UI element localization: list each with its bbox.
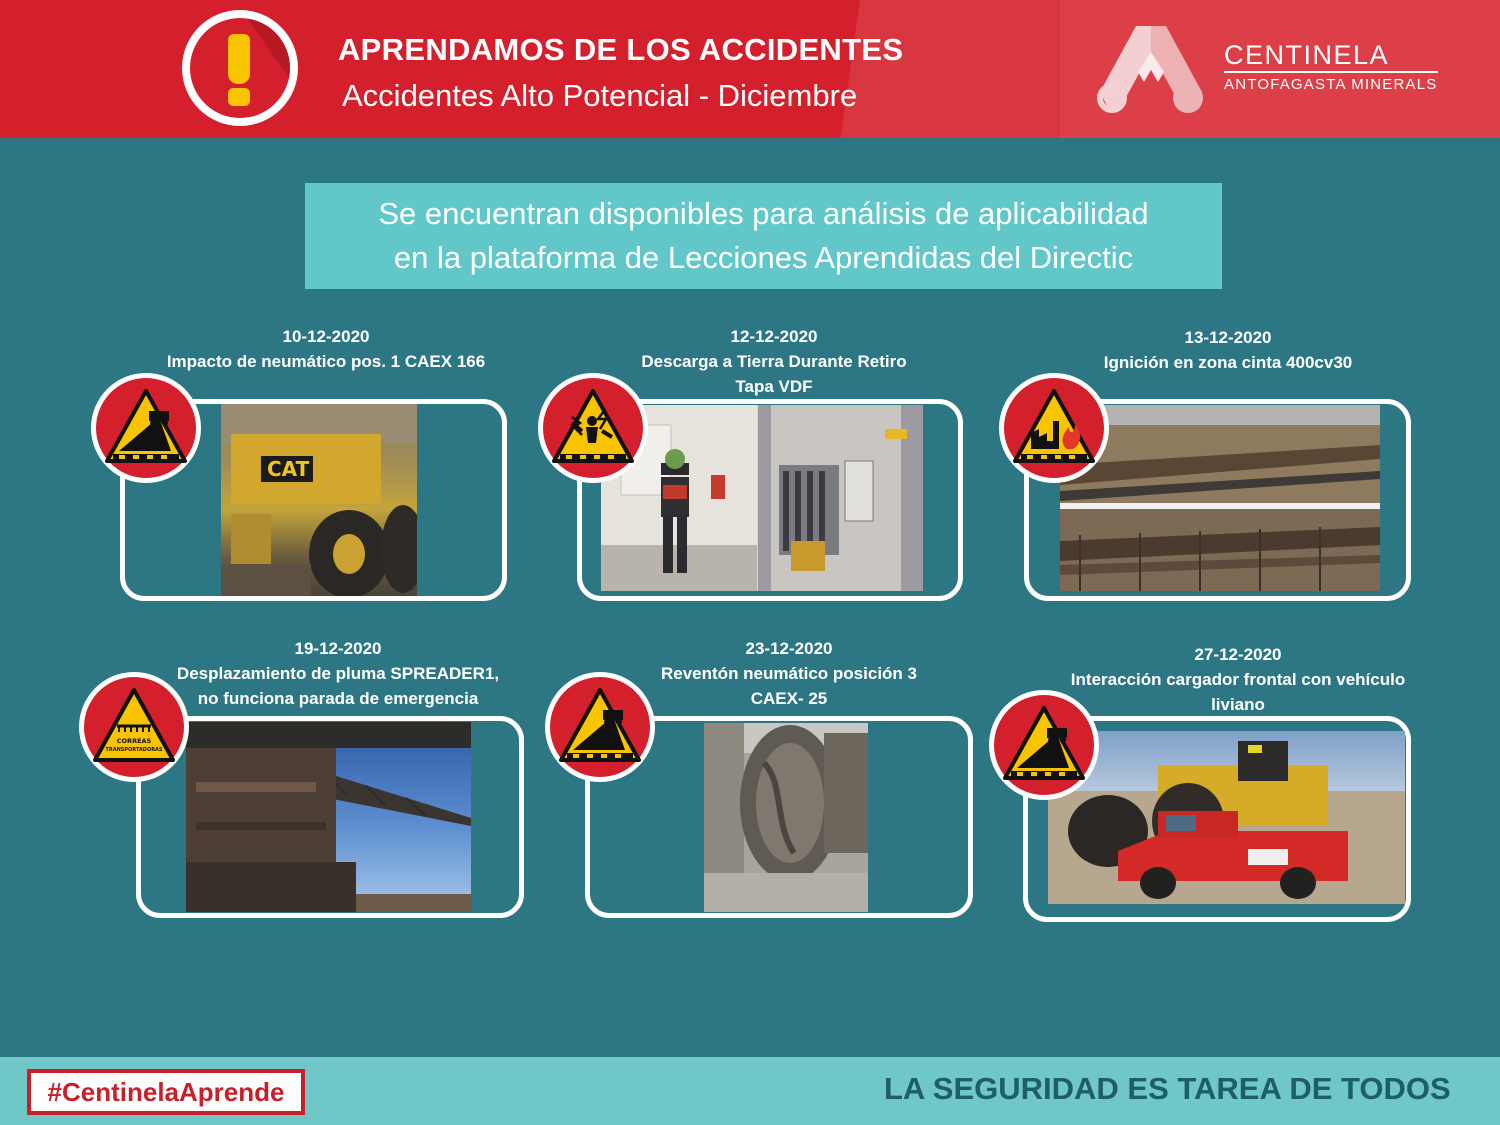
notice-line-2: en la plataforma de Lecciones Aprendidas del Directic — [393, 240, 1134, 275]
notice-banner — [305, 183, 1222, 289]
notice-line-1: Se encuentran disponibles para análisis de aplicabilidad — [378, 196, 1149, 231]
conveyor-belts-warning-icon — [79, 672, 189, 782]
incident-photo-burst-tire — [704, 723, 868, 912]
brand-name: CENTINELA — [1224, 40, 1390, 70]
incident-date: 10-12-2020 — [282, 327, 370, 346]
incident-description: CAEX- 25 — [750, 689, 828, 708]
hashtag-text: #CentinelaAprende — [47, 1077, 285, 1107]
incident-description: Descarga a Tierra Durante Retiro — [641, 352, 907, 371]
hashtag-badge[interactable] — [27, 1069, 305, 1115]
haul-truck-warning-icon — [989, 690, 1099, 800]
fire-factory-warning-icon — [999, 373, 1109, 483]
conveyor-sign-text-2: TRANSPORTADORAS — [105, 747, 163, 753]
incident-title-4 — [150, 636, 526, 711]
haul-truck-warning-icon — [91, 373, 201, 483]
incident-description: no funciona parada de emergencia — [197, 689, 479, 708]
incident-date: 19-12-2020 — [294, 639, 382, 658]
incident-date: 23-12-2020 — [745, 639, 833, 658]
incident-photo-electrical-room — [601, 405, 923, 591]
incident-description: Ignición en zona cinta 400cv30 — [1103, 353, 1353, 372]
footer-slogan: LA SEGURIDAD ES TAREA DE TODOS — [884, 1071, 1451, 1106]
incident-date: 27-12-2020 — [1194, 645, 1282, 664]
brand-subtitle: ANTOFAGASTA MINERALS — [1224, 76, 1438, 93]
incident-title-1 — [140, 324, 512, 374]
page-subtitle: Accidentes Alto Potencial - Diciembre — [342, 78, 858, 113]
incident-description: Impacto de neumático pos. 1 CAEX 166 — [166, 352, 486, 371]
centinela-logo-icon — [1096, 22, 1206, 117]
incident-title-5 — [603, 636, 975, 711]
haul-truck-warning-icon — [545, 672, 655, 782]
conveyor-sign-text-1: CORREAS — [116, 737, 152, 745]
incident-description: liviano — [1211, 695, 1265, 714]
incident-photo-spreader — [186, 722, 471, 912]
incident-description: Desplazamiento de pluma SPREADER1, — [176, 664, 500, 683]
incident-description: Interacción cargador frontal con vehículo — [1070, 670, 1406, 689]
incident-date: 13-12-2020 — [1184, 328, 1272, 347]
incident-title-6 — [1050, 642, 1426, 717]
incident-description: Reventón neumático posición 3 — [661, 664, 917, 683]
electric-shock-warning-icon — [538, 373, 648, 483]
page-title: APRENDAMOS DE LOS ACCIDENTES — [338, 32, 904, 67]
incident-date: 12-12-2020 — [730, 327, 818, 346]
incident-photo-haul-truck — [221, 404, 417, 596]
exclamation-icon — [182, 10, 298, 126]
brand-divider — [1224, 71, 1438, 73]
cat-logo-text: CAT — [267, 457, 310, 481]
incident-photo-loader-vehicle — [1048, 731, 1405, 904]
incident-title-2 — [588, 324, 960, 399]
incident-title-3 — [1038, 325, 1418, 375]
incident-description: Tapa VDF — [735, 377, 813, 396]
